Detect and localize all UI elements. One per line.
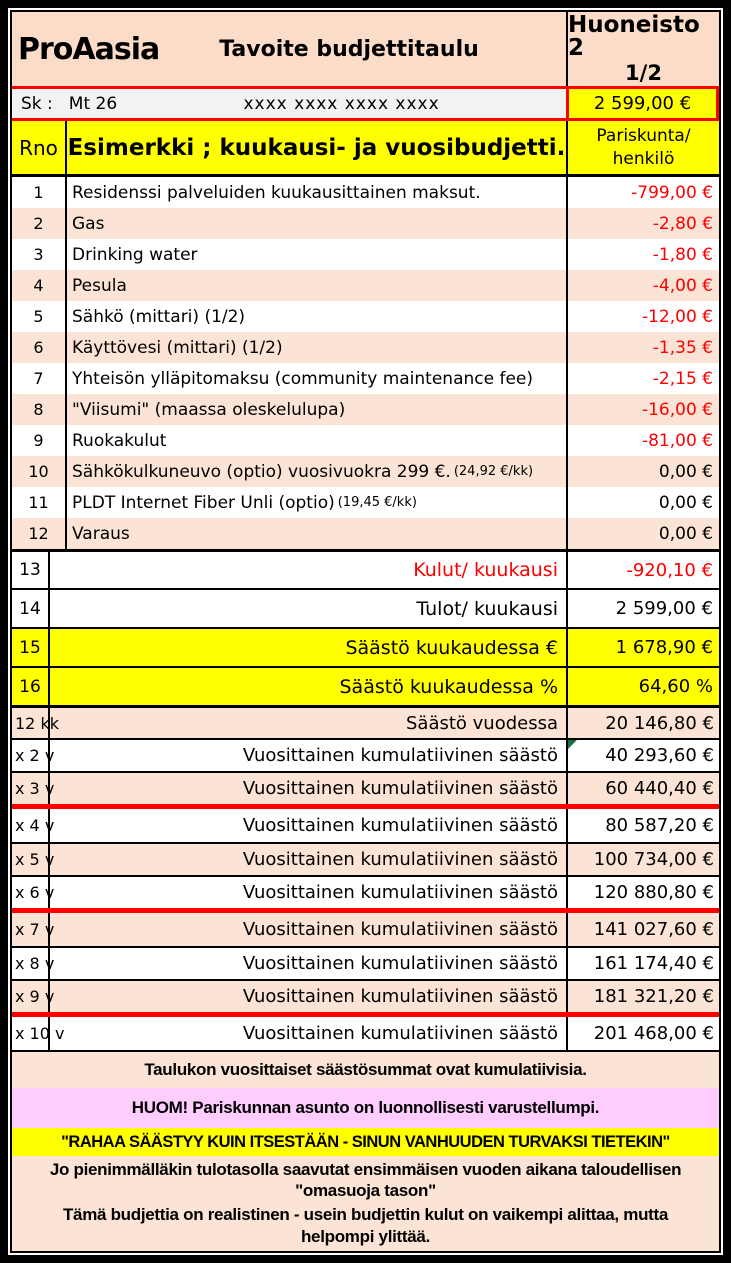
summary-label: Tulot/ kuukausi xyxy=(50,590,568,627)
row-value: -16,00 € xyxy=(641,399,713,420)
yearly-value-text: 60 440,40 € xyxy=(605,778,714,799)
yearly-label: Vuosittainen kumulatiivinen säästö xyxy=(50,913,568,946)
yearly-row xyxy=(12,738,719,771)
brand: ProAasia xyxy=(18,32,160,67)
row-label-text: Yhteisön ylläpitomaksu (community maintenance fee) xyxy=(72,368,534,389)
summary-value: 64,60 % xyxy=(638,676,713,697)
yearly-value-text: 201 468,00 € xyxy=(593,1023,714,1044)
account-masked-number: xxxx xxxx xxxx xxxx xyxy=(243,93,440,114)
row-label xyxy=(67,301,568,332)
yearly-value xyxy=(568,708,719,738)
row-label-text: Varaus xyxy=(72,523,130,544)
row-value: 0,00 € xyxy=(658,461,713,482)
yearly-value xyxy=(568,948,719,979)
yearly-value xyxy=(568,1017,719,1050)
column-header-value xyxy=(568,121,719,174)
row-number: 14 xyxy=(12,590,50,627)
row-value: 0,00 € xyxy=(658,523,713,544)
table-row xyxy=(12,239,719,270)
unit-cell xyxy=(566,12,719,86)
row-value: -1,35 € xyxy=(652,337,713,358)
yearly-row xyxy=(12,875,719,908)
row-number: 1 xyxy=(12,177,67,208)
row-label xyxy=(67,394,568,425)
cell-corner-marker xyxy=(568,740,577,749)
yearly-value-text: 161 174,40 € xyxy=(593,953,714,974)
yearly-label: Vuosittainen kumulatiivinen säästö xyxy=(50,948,568,979)
row-label-text: PLDT Internet Fiber Unli (optio) xyxy=(72,492,335,513)
row-value: -2,80 € xyxy=(652,213,713,234)
yearly-value xyxy=(568,809,719,842)
footer-notes xyxy=(12,1050,719,1251)
table-row xyxy=(12,332,719,363)
table-row xyxy=(12,301,719,332)
row-number: 5 xyxy=(12,301,67,332)
summary-row xyxy=(12,549,719,588)
summary-row xyxy=(12,588,719,627)
table-row xyxy=(12,270,719,301)
column-header-row xyxy=(12,121,719,177)
period-label: x 6 v xyxy=(12,877,50,908)
column-header-description: Esimerkki ; kuukausi- ja vuosibudjetti. xyxy=(67,121,568,174)
row-label-text: Käyttövesi (mittari) (1/2) xyxy=(72,337,283,358)
period-label: x 9 v xyxy=(12,981,50,1012)
row-number: 9 xyxy=(12,425,67,456)
column-header-value-line1: Pariskunta/ xyxy=(596,125,691,146)
yearly-label: Vuosittainen kumulatiivinen säästö xyxy=(50,981,568,1012)
period-label: x 4 v xyxy=(12,809,50,842)
row-number: 10 xyxy=(12,456,67,487)
header xyxy=(12,12,719,86)
row-value: -799,00 € xyxy=(631,182,713,203)
yearly-label: Vuosittainen kumulatiivinen säästö xyxy=(50,877,568,908)
row-value: -2,15 € xyxy=(652,368,713,389)
row-label xyxy=(67,487,568,518)
header-left xyxy=(12,12,566,86)
row-label-text: "Viisumi" (maassa oleskelulupa) xyxy=(72,399,346,420)
note-cumulative: Taulukon vuosittaiset säästösummat ovat kumulatiivisia. xyxy=(12,1052,719,1088)
yearly-value xyxy=(568,773,719,804)
yearly-value xyxy=(568,844,719,875)
row-label xyxy=(67,363,568,394)
account-left xyxy=(12,94,566,114)
row-number: 6 xyxy=(12,332,67,363)
yearly-label: Vuosittainen kumulatiivinen säästö xyxy=(50,773,568,804)
row-label-text: Gas xyxy=(72,213,105,234)
unit-fraction: 1/2 xyxy=(625,61,662,85)
row-label xyxy=(67,332,568,363)
period-label: x 3 v xyxy=(12,773,50,804)
period-label: x 7 v xyxy=(12,913,50,946)
period-label: 12 kk xyxy=(12,708,50,738)
row-number: 8 xyxy=(12,394,67,425)
table-row xyxy=(12,177,719,208)
summary-label: Kulut/ kuukausi xyxy=(50,552,568,588)
yearly-label: Vuosittainen kumulatiivinen säästö xyxy=(50,809,568,842)
summary-row xyxy=(12,627,719,666)
row-value: -1,80 € xyxy=(652,244,713,265)
page-frame xyxy=(8,8,723,1255)
summary-value: -920,10 € xyxy=(626,559,713,581)
row-value: 0,00 € xyxy=(658,492,713,513)
column-header-rno: Rno xyxy=(12,121,67,174)
row-label-note: (24,92 €/kk) xyxy=(453,464,534,479)
summary-row xyxy=(12,666,719,705)
yearly-row xyxy=(12,705,719,738)
row-value: -81,00 € xyxy=(641,430,713,451)
yearly-row xyxy=(12,842,719,875)
yearly-row xyxy=(12,913,719,946)
yearly-label: Vuosittainen kumulatiivinen säästö xyxy=(50,1017,568,1050)
account-amount: 2 599,00 € xyxy=(566,89,719,118)
yearly-row xyxy=(12,979,719,1012)
summary-value: 1 678,90 € xyxy=(615,637,713,658)
period-label: x 10 v xyxy=(12,1017,50,1050)
row-label xyxy=(67,518,568,549)
row-label xyxy=(67,208,568,239)
row-number: 15 xyxy=(12,629,50,666)
yearly-label: Vuosittainen kumulatiivinen säästö xyxy=(50,844,568,875)
column-header-value-line2: henkilö xyxy=(612,148,675,169)
yearly-value xyxy=(568,740,719,771)
yearly-row xyxy=(12,771,719,804)
yearly-value-text: 141 027,60 € xyxy=(593,919,714,940)
yearly-value-text: 40 293,60 € xyxy=(605,745,714,766)
row-number: 2 xyxy=(12,208,67,239)
yearly-value xyxy=(568,981,719,1012)
period-label: x 5 v xyxy=(12,844,50,875)
budget-table xyxy=(10,10,721,1253)
yearly-value xyxy=(568,913,719,946)
row-label-text: Sähkö (mittari) (1/2) xyxy=(72,306,246,327)
account-prefix: Sk : xyxy=(21,93,53,114)
row-label-text: Ruokakulut xyxy=(72,430,167,451)
table-row xyxy=(12,394,719,425)
row-number: 16 xyxy=(12,668,50,705)
account-code: Mt 26 xyxy=(68,93,118,114)
row-label-text: Sähkökulkuneuvo (optio) vuosivuokra 299 €. xyxy=(72,461,451,482)
page-title: Tavoite budjettitaulu xyxy=(219,36,479,62)
yearly-value-text: 181 321,20 € xyxy=(593,986,714,1007)
row-number: 12 xyxy=(12,518,67,549)
row-label-note: (19,45 €/kk) xyxy=(337,495,417,510)
row-value: -12,00 € xyxy=(641,306,713,327)
row-number: 3 xyxy=(12,239,67,270)
row-label-text: Residenssi palveluiden kuukausittainen maksut. xyxy=(72,182,481,203)
row-value: -4,00 € xyxy=(652,275,713,296)
row-number: 7 xyxy=(12,363,67,394)
yearly-value-text: 80 587,20 € xyxy=(605,815,714,836)
yearly-label: Vuosittainen kumulatiivinen säästö xyxy=(50,740,568,771)
yearly-row xyxy=(12,946,719,979)
period-label: x 8 v xyxy=(12,948,50,979)
table-row xyxy=(12,518,719,549)
row-label-text: Drinking water xyxy=(72,244,198,265)
row-label xyxy=(67,425,568,456)
yearly-value-text: 100 734,00 € xyxy=(593,849,714,870)
row-label xyxy=(67,456,568,487)
note-realistic: Tämä budjettia on realistinen - usein budjettin kulut on vaikempi alittaa, mutta helpompi ylittää. xyxy=(12,1204,719,1251)
row-label xyxy=(67,239,568,270)
table-row xyxy=(12,487,719,518)
yearly-label: Säästö vuodessa xyxy=(50,708,568,738)
note-slogan: "RAHAA SÄÄSTYY KUIN ITSESTÄÄN - SINUN VANHUUDEN TURVAKSI TIETEKIN" xyxy=(12,1128,719,1156)
table-row xyxy=(12,363,719,394)
summary-label: Säästö kuukaudessa € xyxy=(50,629,568,666)
unit-label: Huoneisto 2 xyxy=(568,12,700,61)
row-label xyxy=(67,177,568,208)
period-label: x 2 v xyxy=(12,740,50,771)
account-row xyxy=(12,89,719,118)
table-row xyxy=(12,208,719,239)
yearly-value xyxy=(568,877,719,908)
row-label-text: Pesula xyxy=(72,275,127,296)
summary-label: Säästö kuukaudessa % xyxy=(50,668,568,705)
summary-value: 2 599,00 € xyxy=(615,598,713,619)
yearly-value-text: 120 880,80 € xyxy=(593,882,714,903)
table-row xyxy=(12,425,719,456)
row-label xyxy=(67,270,568,301)
row-number: 11 xyxy=(12,487,67,518)
table-row xyxy=(12,456,719,487)
yearly-row xyxy=(12,809,719,842)
row-number: 4 xyxy=(12,270,67,301)
yearly-value-text: 20 146,80 € xyxy=(605,712,714,734)
note-income-level: Jo pienimmälläkin tulotasolla saavutat ensimmäisen vuoden aikana taloudellisen "omasuoja tason" xyxy=(12,1156,719,1204)
yearly-row xyxy=(12,1017,719,1050)
row-number: 13 xyxy=(12,552,50,588)
note-huom: HUOM! Pariskunnan asunto on luonnollisesti varustellumpi. xyxy=(12,1088,719,1128)
